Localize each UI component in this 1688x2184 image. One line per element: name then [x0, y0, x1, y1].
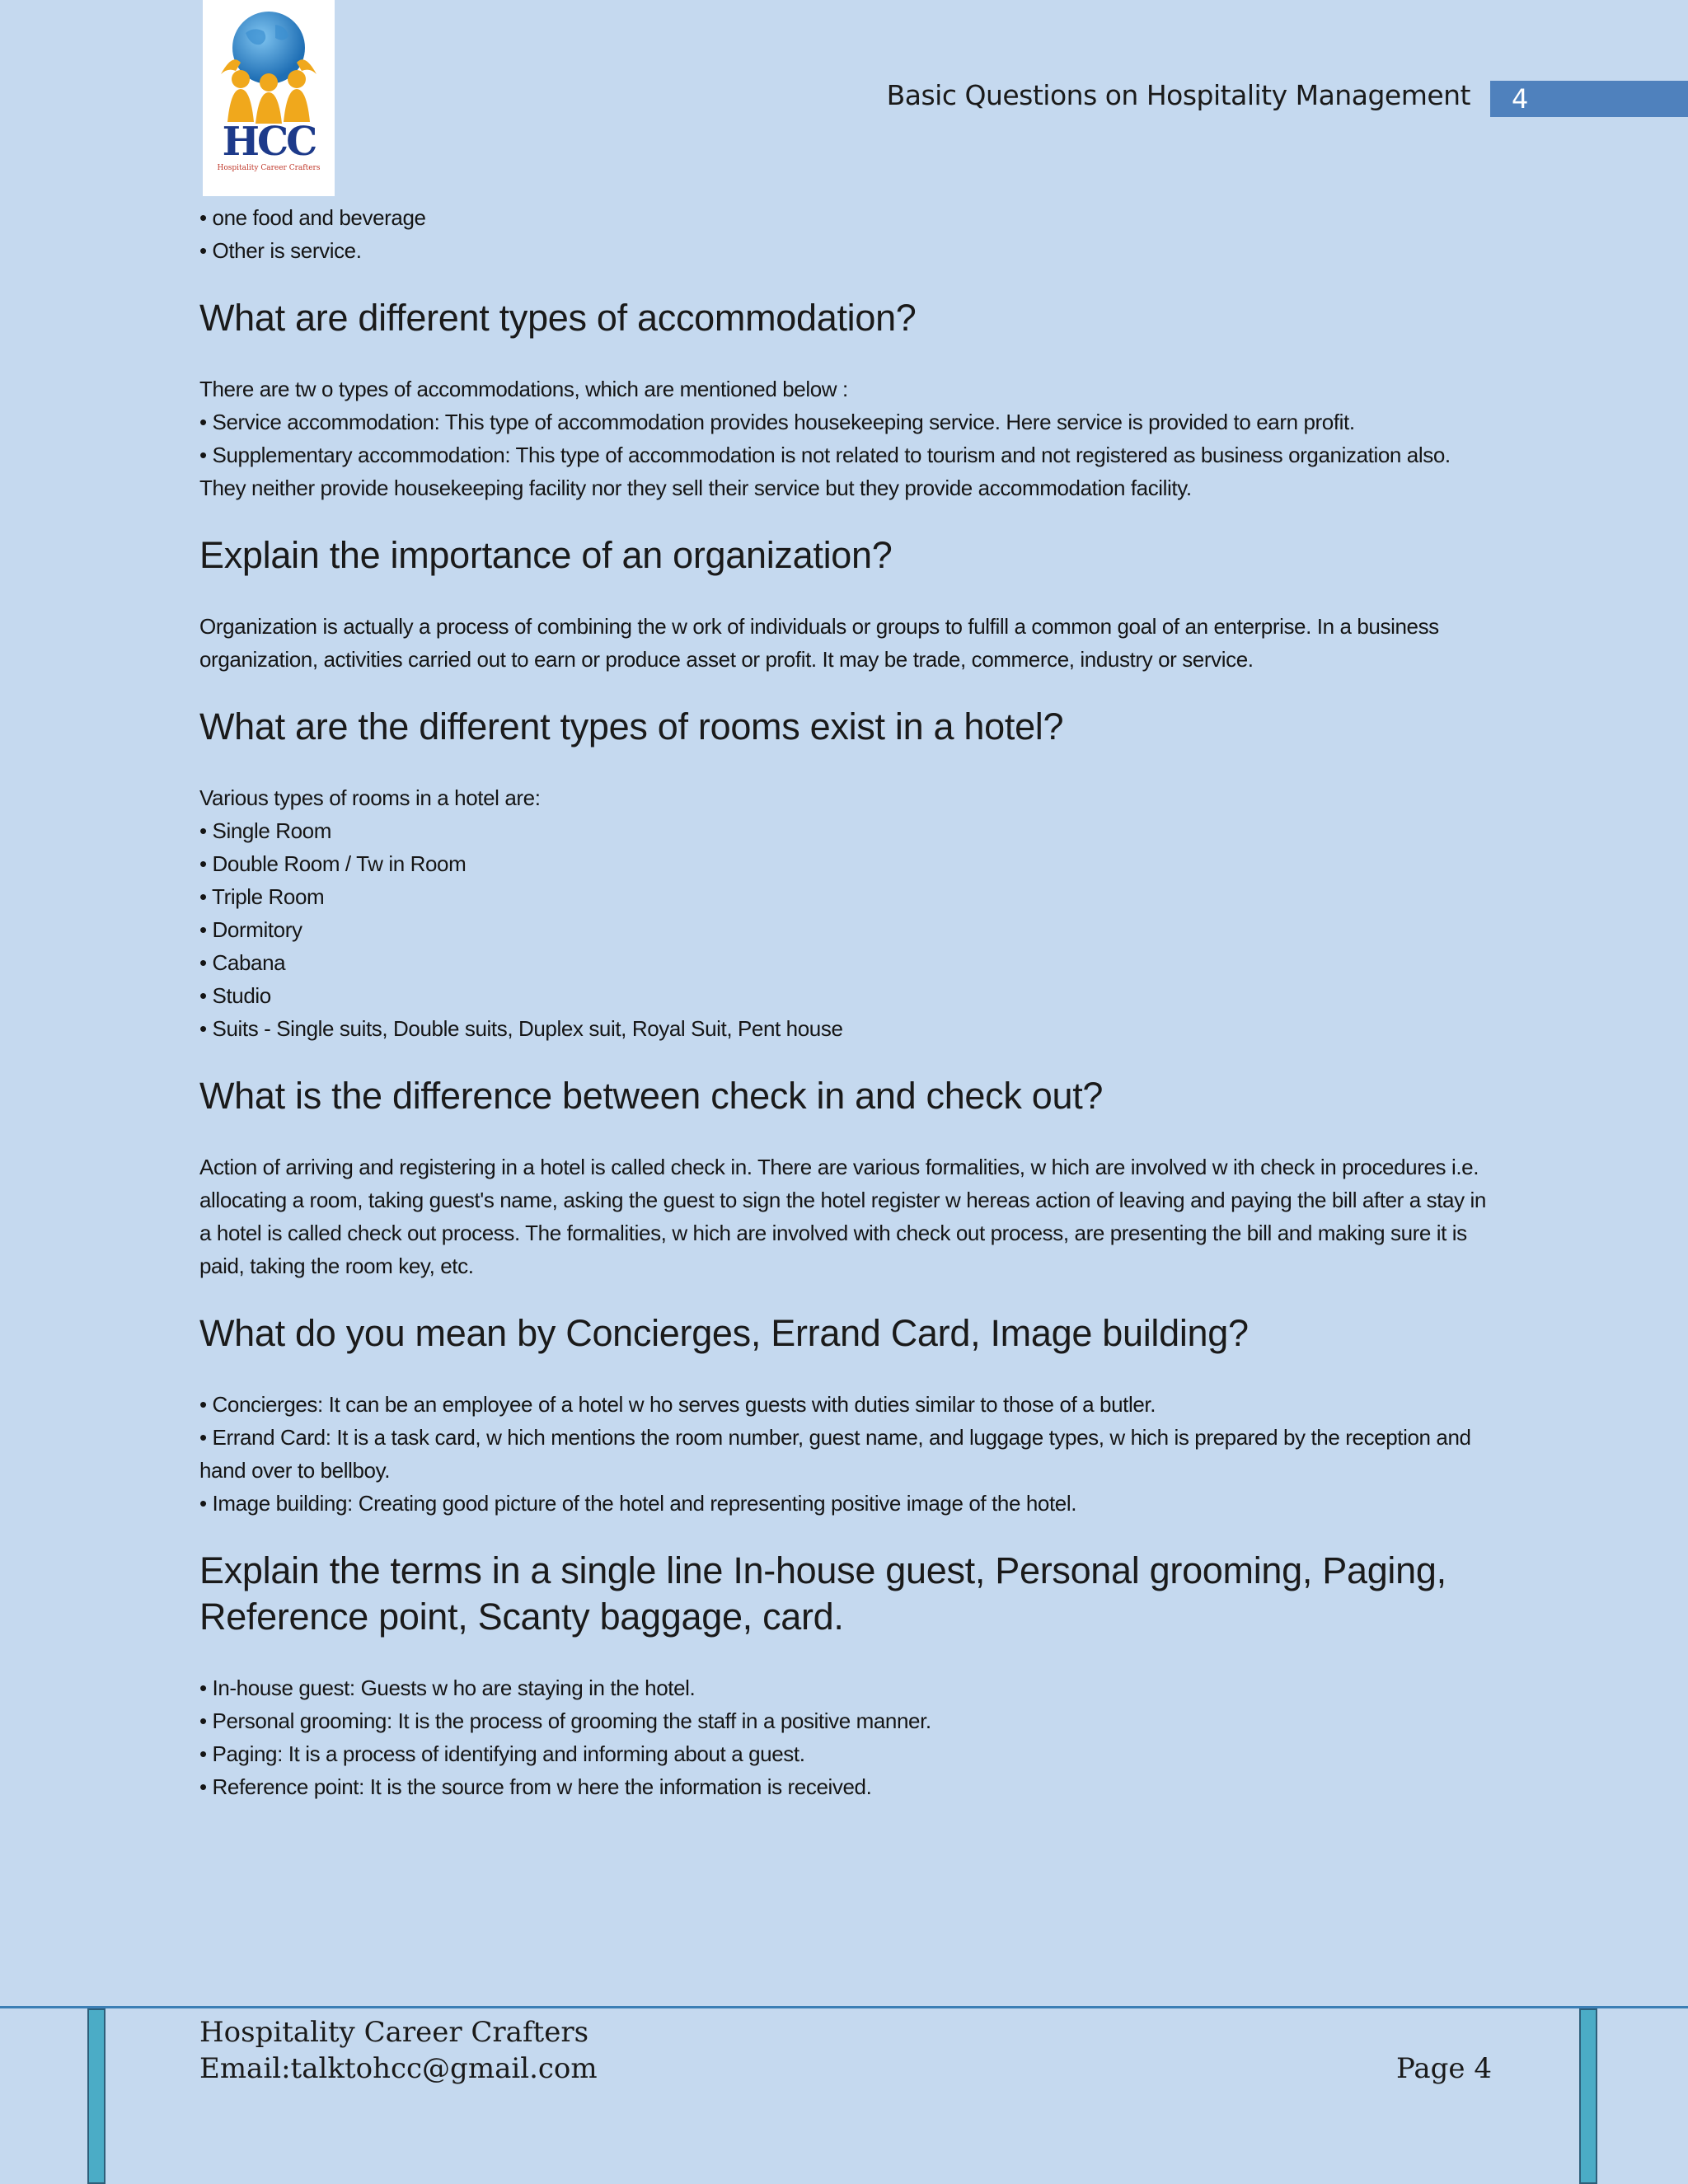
section-accommodation-types	[199, 295, 1502, 504]
section-body: • one food and beverage • Other is service.	[199, 205, 426, 263]
section-heading: What do you mean by Concierges, Errand Card, Image building?	[199, 1312, 1249, 1354]
footer-left-bar	[87, 2008, 106, 2184]
footer-email: Email:talktohcc@gmail.com	[199, 2052, 598, 2085]
section-heading: What are different types of accommodation?	[199, 297, 917, 339]
section-heading: What are the different types of rooms exist in a hotel?	[199, 705, 1064, 748]
logo-text: HCC	[222, 119, 316, 165]
footer-divider	[0, 2006, 1688, 2008]
footer-organization: Hospitality Career Crafters	[199, 2016, 589, 2049]
footer-right-bar	[1579, 2008, 1597, 2184]
section-heading: Explain the importance of an organization?	[199, 534, 893, 576]
hcc-logo	[203, 0, 335, 196]
section-body: There are tw o types of accommodations, which are mentioned below : • Service accommodation: This type of accommodation provides housekeeping service. Here service is provided to earn profit. • Supplementary accommodation: This type of accommodation is not related to tourism and not registered as business organization also. They neither provide housekeeping facility nor they sell their service but they provide accommodation facility.	[199, 377, 1451, 500]
section-check-in-out	[199, 1073, 1502, 1282]
section-body: • Concierges: It can be an employee of a hotel w ho serves guests with duties similar to those of a butler. • Errand Card: It is a task card, w hich mentions the room number, guest name, and luggage types, w hich is prepared by the reception and hand over to bellboy. • Image building: Creating good picture of the hotel and representing positive image of the hotel.	[199, 1392, 1471, 1516]
document-body	[199, 201, 1502, 1803]
section-body: Organization is actually a process of combining the w ork of individuals or groups to fulfill a common goal of an enterprise. In a business organization, activities carried out to earn or produce asset or profit. It may be trade, commerce, industry or service.	[199, 614, 1439, 672]
section-heading: Explain the terms in a single line In-house guest, Personal grooming, Paging, Reference point, Scanty baggage, card.	[199, 1549, 1447, 1638]
section-body: • In-house guest: Guests w ho are staying in the hotel. • Personal grooming: It is the process of grooming the staff in a positive manner. • Paging: It is a process of identifying and informing about a guest. • Reference point: It is the source from w here the information is received.	[199, 1675, 931, 1799]
header-title: Basic Questions on Hospitality Management	[886, 79, 1470, 111]
section-continuation	[199, 201, 1502, 267]
section-organization-importance	[199, 532, 1502, 676]
footer-page-label: Page 4	[1396, 2052, 1492, 2085]
section-concierges	[199, 1310, 1502, 1520]
logo-subtext: Hospitality Career Crafters	[217, 164, 321, 172]
section-body: Various types of rooms in a hotel are: • Single Room • Double Room / Tw in Room • Triple Room • Dormitory • Cabana • Studio • Suits - Single suits, Double suits, Duplex suit, Royal Suit, Pent house	[199, 785, 843, 1041]
section-heading: What is the difference between check in and check out?	[199, 1075, 1104, 1117]
section-room-types	[199, 704, 1502, 1045]
section-body: Action of arriving and registering in a hotel is called check in. There are various formalities, w hich are involved w ith check in procedures i.e. allocating a room, taking guest's name, asking the guest to sign the hotel register w hereas action of leaving and paying the bill after a stay in a hotel is called check out process. The formalities, w hich are involved with check out process, are presenting the bill and making sure it is paid, taking the room key, etc.	[199, 1155, 1486, 1278]
section-single-line-terms	[199, 1548, 1502, 1803]
header-page-number: 4	[1490, 81, 1688, 117]
